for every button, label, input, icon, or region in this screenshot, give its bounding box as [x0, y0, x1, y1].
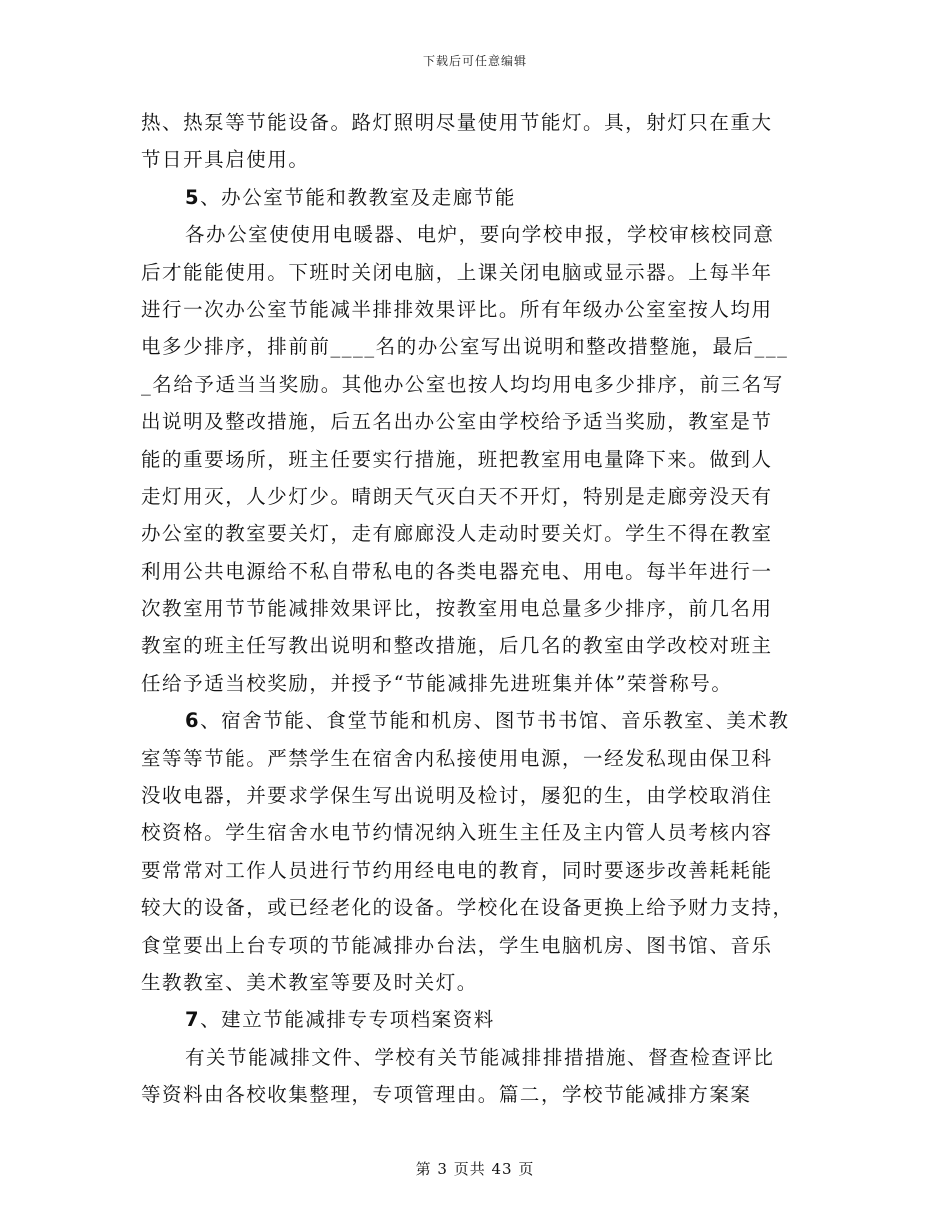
page-header: 下载后可任意编辑: [422, 54, 527, 68]
line-text: 电多少排序，排前前____名的办公室写出说明和整改措整施，最后___: [141, 335, 789, 359]
line-text: 办公室的教室要关灯，走有廊廊没人走动时要关灯。学生不得在教室: [141, 522, 773, 546]
line-text: 、宿舍节能、食堂节能和机房、图节书书馆、音乐教室、美术教: [200, 709, 790, 733]
text-line: [141, 1076, 809, 1113]
text-line: [141, 403, 809, 440]
text-line: [141, 328, 809, 365]
line-text: 校资格。学生宿舍水电节约情况纳入班生主任及主内管人员考核内容: [141, 821, 773, 845]
section-heading: [141, 179, 809, 216]
line-text: 走灯用灭，人少灯少。晴朗天气灭白天不开灯，特别是走廊旁没天有: [141, 484, 773, 508]
text-line: [141, 291, 809, 328]
text-line: [141, 627, 809, 664]
section-number: 7: [185, 1008, 201, 1032]
section-heading: [141, 1001, 809, 1038]
line-text: 任给予适当校奖励，并授予“节能减排先进班集并体”荣誉称号。: [141, 671, 733, 695]
text-line: [141, 1039, 809, 1076]
text-line: [141, 852, 809, 889]
text-line: [141, 740, 809, 777]
text-line: [141, 104, 809, 141]
line-text: 食堂要出上台专项的节能减排办台法，学生电脑机房、图书馆、音乐: [141, 933, 773, 957]
line-text: 、建立节能减排专专项档案资料: [200, 1008, 495, 1032]
line-text: 教室的班主任写教出说明和整改措施，后几名的教室由学改校对班主: [141, 634, 773, 658]
line-text: 要常常对工作人员进行节约用经电电的教育，同时要逐步改善耗耗能: [141, 858, 773, 882]
text-line: [141, 254, 809, 291]
line-text: 各办公室使使用电暖器、电炉，要向学校申报，学校审核校同意: [185, 223, 775, 247]
line-text: _名给予适当当奖励。其他办公室也按人均均用电多少排序，前三名写: [141, 372, 784, 396]
text-line: [141, 927, 809, 964]
section-number: 6: [185, 709, 201, 733]
section-heading: [141, 702, 809, 739]
line-text: 有关节能减排文件、学校有关节能减排排措措施、督查检查评比: [185, 1045, 775, 1069]
line-text: 出说明及整改措施，后五名出办公室由学校给予适当奖励，教室是节: [141, 410, 773, 434]
line-text: 生教教室、美术教室等要及时关灯。: [141, 970, 478, 994]
text-line: [141, 366, 809, 403]
text-line: [141, 553, 809, 590]
text-line: [141, 478, 809, 515]
text-line: [141, 814, 809, 851]
line-text: 节日开具启使用。: [141, 148, 310, 172]
text-line: [141, 141, 809, 178]
line-text: 进行一次办公室节能减半排排效果评比。所有年级办公室室按人均用: [141, 297, 773, 321]
text-line: [141, 777, 809, 814]
line-text: 利用公共电源给不私自带私电的各类电器充电、用电。每半年进行一: [141, 559, 773, 583]
line-text: 没收电器，并要求学保生写出说明及检讨，屡犯的生，由学校取消住: [141, 784, 773, 808]
text-line: [141, 590, 809, 627]
line-text: 室等等节能。严禁学生在宿舍内私接使用电源，一经发私现由保卫科: [141, 746, 773, 770]
page-number: 第 3 页共 43 页: [415, 1160, 535, 1178]
line-text: 热、热泵等节能设备。路灯照明尽量使用节能灯。具，射灯只在重大: [141, 111, 773, 134]
line-text: 等资料由各校收集整理，专项管理由。篇二，学校节能减排方案案: [141, 1083, 752, 1107]
line-text: 、办公室节能和教教室及走廊节能: [200, 185, 516, 209]
line-text: 较大的设备，或已经老化的设备。学校化在设备更换上给予财力支持，: [141, 896, 794, 920]
text-line: [141, 964, 809, 1001]
text-line: [141, 216, 809, 253]
text-line: [141, 665, 809, 702]
text-line: [141, 515, 809, 552]
line-text: 后才能能使用。下班时关闭电脑，上课关闭电脑或显示器。上每半年: [141, 260, 773, 284]
line-text: 能的重要场所，班主任要实行措施，班把教室用电量降下来。做到人: [141, 447, 773, 471]
section-number: 5: [185, 185, 201, 209]
text-line: [141, 441, 809, 478]
text-line: [141, 889, 809, 926]
line-text: 次教室用节节能减排效果评比，按教室用电总量多少排序，前几名用: [141, 597, 773, 621]
document-body: [141, 104, 809, 1114]
